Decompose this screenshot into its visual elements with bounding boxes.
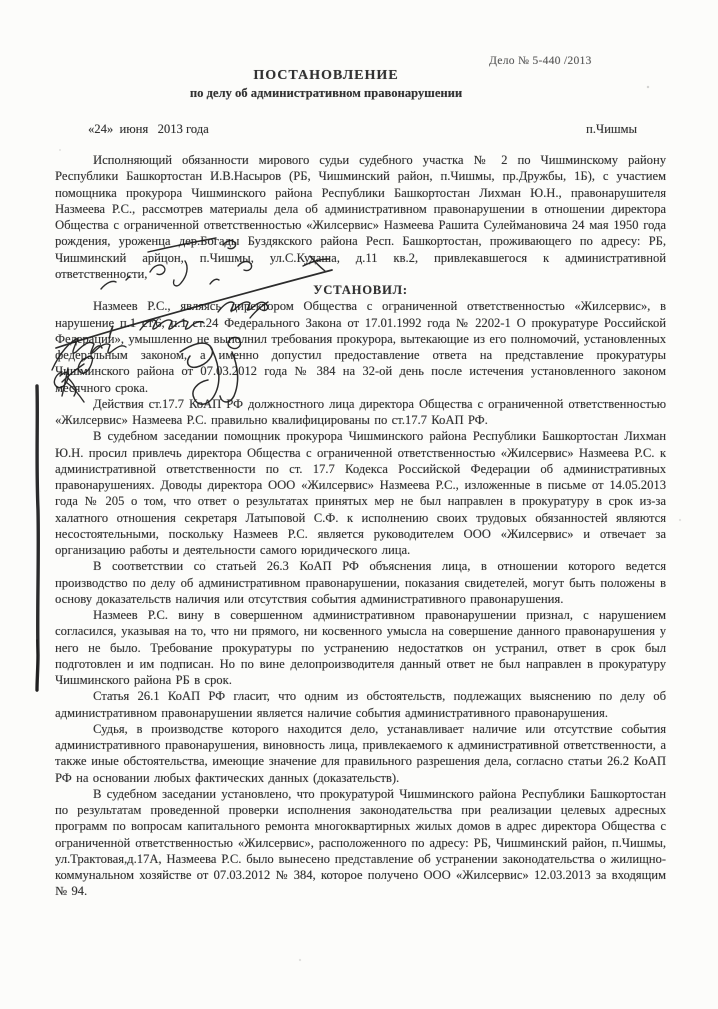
body-paragraph: В соответствии со статьей 26.3 КоАП РФ объяснения лица, в отношении которого ведется производство по делу об административном правонарушении, показания свидетелей, могут быть положены в основу доказательств наличия или отсутствия события административного правонарушения.	[55, 559, 666, 606]
ustanovil-heading: УСТАНОВИЛ:	[313, 283, 408, 297]
case-number: Дело № 5-440 /2013	[489, 55, 592, 67]
date-place-row	[0, 122, 718, 137]
document-date: «24» июня 2013 года	[88, 122, 209, 136]
body-paragraph: Судья, в производстве которого находится дело, устанавливает наличие или отсутствие события административного правонарушения, виновность лица, привлекаемого к административной ответственности, а также иные обстоятельства, имеющие значение для правильного разрешения дела, согласно статьи 26.2 КоАП РФ на основании любых фактических данных (доказательств).	[55, 721, 666, 785]
body-paragraph: В судебном заседании помощник прокурора Чишминского района Республики Башкортостан Лихман Ю.Н. просил привлечь директора Общества с ограниченной ответственностью «Жилсервис» Назмеева Р.С. к административной ответственности по ст. 17.7 Кодекса Российской Федерации об административных правонарушениях. Доводы директора ООО «Жилсервис» Назмеева Р.С., изложенные в письме от 14.05.2013 года № 205 о том, что ответ о результатах принятых мер не был направлен в прокуратуру в срок из-за халатного отношения секретаря Латыповой С.Ф. к исполнению своих трудовых обязанностей являются несостоятельными, поскольку Назмеев Р.С. является руководителем ООО «Жилсервис» и отвечает за организацию работы и деятельности самого юридического лица.	[55, 429, 666, 557]
document-body	[0, 152, 718, 900]
document-header	[0, 0, 718, 101]
body-paragraph: Назмеев Р.С., являясь директором Общества с ограниченной ответственностью «Жилсервис», в нарушение п.1 ст.6, п.1 ст.24 Федерального Закона от 17.01.1992 года № 2202-1 О прокуратуре Российской Федерации», умышленно не выполнил требования прокурора, вытекающие из его полномочий, установленных федеральным законом, а именно допустил предоставление ответа на представление прокуратуры Чишминского района от 07.03.2012 года № 384 на 32-ой день после истечения установленного законом месячного срока.	[55, 299, 666, 395]
body-paragraph: Статья 26.1 КоАП РФ гласит, что одним из обстоятельств, подлежащих выяснению по делу об административном правонарушении является наличие события административного правонарушения.	[55, 689, 666, 720]
document-title: ПОСТАНОВЛЕНИЕ	[253, 68, 399, 83]
body-paragraph: Действия ст.17.7 КоАП РФ должностного лица директора Общества с ограниченной ответственностью «Жилсервис» Назмеева Р.С. правильно квалифицированы по ст.17.7 КоАП РФ.	[55, 396, 666, 427]
body-paragraph: В судебном заседании установлено, что прокуратурой Чишминского района Республики Башкортостан по результатам проведенной проверки исполнения законодательства при реализации целевых адресных программ по вопросам капитального ремонта многоквартирных жилых домов в адрес директора Общества с ограниченной ответственностью «Жилсервис», расположенного по адресу: РБ, Чишминский район, п.Чишмы, ул.Трактовая,д.17А, Назмеева Р.С. было вынесено представление об устранении законодательства о жилищно-коммунальном хозяйстве от 07.03.2012 № 384, которое получено ООО «Жилсервис» 12.03.2013 за входящим № 94.	[55, 786, 666, 899]
body-paragraph: Назмеев Р.С. вину в совершенном административном правонарушении признал, с нарушением согласился, указывая на то, что ни прямого, ни косвенного умысла на совершение данного правонарушения у него не было. Требование прокуратуры по устранению недостатков он устранил, ответ в срок был подготовлен и им подписан. Но по вине делопроизводителя данный ответ не был направлен в прокуратуру Чишминского района РБ в срок.	[55, 608, 666, 687]
document-place: п.Чишмы	[586, 122, 637, 136]
document-subtitle: по делу об административном правонарушении	[189, 86, 463, 100]
intro-paragraph: Исполняющий обязанности мирового судьи судебного участка № 2 по Чишминскому району Республики Башкортостан И.В.Насыров (РБ, Чишминский район, п.Чишмы, пр.Дружбы, 1Б), с участием помощника прокурора Чишминского района Республики Башкортостан Лихман Ю.Н., правонарушителя Назмеева Р.С., рассмотрев материалы дела об административном правонарушении в отношении директора Общества с ограниченной ответственностью «Жилсервис» Назмеева Рашита Сулеймановича 24 мая 1950 года рождения, уроженца дер.Богады Буздякского района Респ. Башкортостан, проживающего по адресу: РБ, Чишминский арйцон, п.Чишмы, ул.С.Кудаша, д.11 кв.2, привлекавшегося к административной ответственности,	[55, 153, 666, 281]
